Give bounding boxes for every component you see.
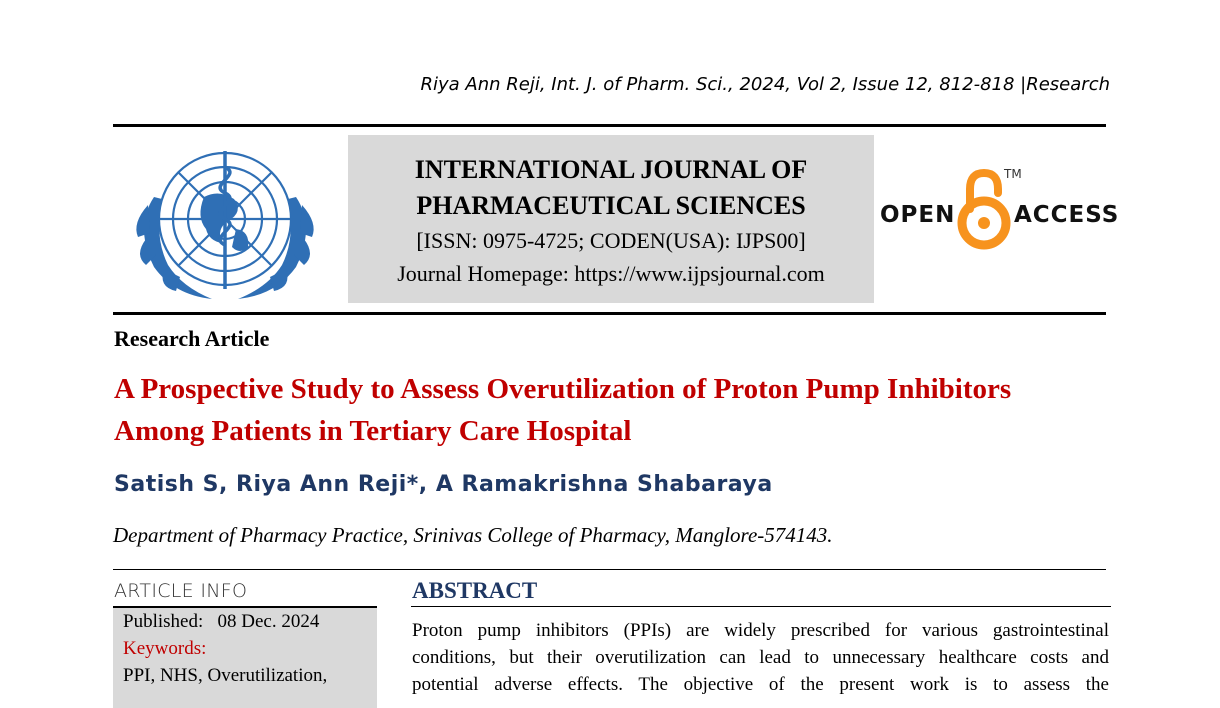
- open-access-logo: [880, 165, 1120, 255]
- journal-title-box: [348, 135, 874, 303]
- abstract-heading: ABSTRACT: [412, 578, 538, 603]
- article-info-heading: ARTICLE INFO: [114, 580, 248, 602]
- affiliation: Department of Pharmacy Practice, Srinivas College of Pharmacy, Manglore-574143.: [113, 523, 833, 547]
- abstract-line: potential adverse effects. The objective of the present work is to assess the: [412, 674, 1109, 695]
- journal-homepage: Journal Homepage: https://www.ijpsjournal.com: [397, 261, 825, 286]
- header-top-rule: [113, 124, 1106, 127]
- who-emblem-logo: [124, 137, 326, 307]
- section-divider: [113, 569, 1106, 570]
- article-type-label: Research Article: [114, 326, 270, 351]
- published-label: Published:: [123, 611, 204, 632]
- trademark-mark: TM: [1004, 167, 1022, 181]
- published-row: [113, 608, 377, 635]
- abstract-body: [412, 617, 1109, 698]
- journal-title-line-2: PHARMACEUTICAL SCIENCES: [416, 191, 806, 220]
- keywords-label: Keywords:: [123, 638, 207, 659]
- published-date: 08 Dec. 2024: [217, 611, 320, 632]
- header-bottom-rule: [113, 312, 1106, 315]
- open-access-open-text: OPEN: [880, 202, 956, 228]
- keywords-list: PPI, NHS, Overutilization,: [123, 665, 328, 686]
- journal-issn: [ISSN: 0975-4725; CODEN(USA): IJPS00]: [416, 228, 806, 253]
- article-title-line: Among Patients in Tertiary Care Hospital: [114, 415, 632, 447]
- abstract-rule: [411, 606, 1111, 607]
- abstract-line: Proton pump inhibitors (PPIs) are widely prescribed for various gastrointestinal: [412, 620, 1109, 641]
- journal-title-line-1: INTERNATIONAL JOURNAL OF: [414, 155, 808, 184]
- article-title: [114, 368, 1114, 452]
- abstract-line: conditions, but their overutilization can lead to unnecessary healthcare costs and: [412, 647, 1109, 668]
- running-header-citation: Riya Ann Reji, Int. J. of Pharm. Sci., 2024, Vol 2, Issue 12, 812-818 |Research: [420, 74, 1110, 95]
- article-title-line: A Prospective Study to Assess Overutilization of Proton Pump Inhibitors: [114, 373, 1012, 405]
- article-info-box: [113, 608, 377, 708]
- author-list: Satish S, Riya Ann Reji*, A Ramakrishna Shabaraya: [114, 472, 773, 497]
- open-access-access-text: ACCESS: [1014, 202, 1120, 228]
